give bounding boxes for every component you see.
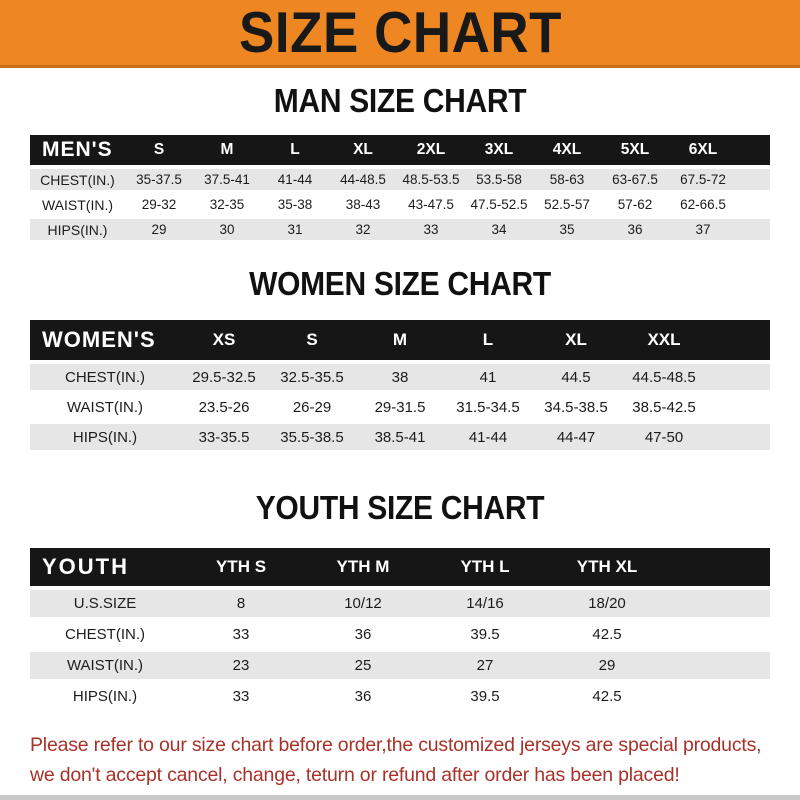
row-label: CHEST(IN.) (65, 626, 145, 643)
table-cell: 58-63 (549, 172, 585, 187)
table-cell: 35-38 (277, 197, 313, 212)
table-cell: 44-48.5 (340, 172, 386, 187)
row-label: CHEST(IN.) (65, 368, 145, 386)
table-cell: 53.5-58 (476, 172, 522, 187)
table-cell: 18/20 (588, 595, 626, 612)
women-size-col: XS (212, 330, 236, 349)
women-size-col: M (392, 330, 408, 349)
youth-size-col: YTH XL (576, 557, 638, 576)
women-waist-row (30, 394, 770, 420)
table-cell: 47.5-52.5 (470, 197, 528, 212)
men-size-col: XL (353, 141, 373, 158)
men-waist-row (30, 194, 770, 215)
table-cell: 23 (232, 657, 250, 674)
table-cell: 44-47 (556, 428, 596, 446)
table-cell: 44.5-48.5 (632, 368, 696, 386)
men-size-col: 3XL (484, 141, 514, 158)
table-cell: 33 (232, 688, 250, 705)
row-label: CHEST(IN.) (40, 171, 115, 188)
table-cell: 27 (476, 657, 494, 674)
row-label: HIPS(IN.) (72, 688, 138, 705)
women-size-col: S (306, 330, 318, 349)
table-cell: 63-67.5 (612, 172, 658, 187)
table-cell: 38-43 (345, 197, 381, 212)
table-cell: 32-35 (209, 197, 245, 212)
table-cell: 38.5-41 (374, 428, 426, 446)
table-cell: 44.5 (561, 368, 591, 386)
table-cell: 41 (479, 368, 497, 386)
men-size-col: M (220, 141, 234, 158)
table-cell: 29-32 (141, 197, 177, 212)
table-cell: 43-47.5 (408, 197, 454, 212)
banner (0, 0, 800, 68)
row-label: HIPS(IN.) (72, 428, 138, 446)
table-cell: 29 (598, 657, 616, 674)
disclaimer-note (0, 730, 800, 790)
table-cell: 31.5-34.5 (456, 398, 520, 416)
men-section-heading: MAN SIZE CHART (273, 83, 527, 120)
youth-corner-label: YOUTH (42, 554, 129, 579)
table-cell: 41-44 (277, 172, 313, 187)
women-size-col: XXL (647, 330, 681, 349)
table-cell: 38.5-42.5 (632, 398, 696, 416)
women-corner-label: WOMEN'S (42, 327, 156, 352)
table-cell: 29-31.5 (374, 398, 426, 416)
table-cell: 29 (151, 222, 167, 237)
men-size-col: 2XL (416, 141, 446, 158)
table-cell: 42.5 (592, 626, 622, 643)
table-cell: 23.5-26 (198, 398, 250, 416)
women-size-col: XL (565, 330, 587, 349)
men-size-col: L (290, 141, 300, 158)
youth-size-col: YTH L (460, 557, 510, 576)
row-label: WAIST(IN.) (66, 398, 144, 416)
table-cell: 41-44 (468, 428, 508, 446)
table-cell: 14/16 (466, 595, 504, 612)
row-label: HIPS(IN.) (47, 221, 108, 238)
table-cell: 48.5-53.5 (402, 172, 460, 187)
table-cell: 32 (355, 222, 371, 237)
men-size-col: S (153, 141, 165, 158)
row-label: U.S.SIZE (73, 595, 137, 612)
youth-table-header-row (30, 548, 770, 586)
youth-hips-row (30, 683, 770, 710)
youth-size-col: YTH M (336, 557, 390, 576)
table-cell: 33 (232, 626, 250, 643)
table-cell: 38 (391, 368, 409, 386)
table-cell: 57-62 (617, 197, 653, 212)
women-hips-row (30, 424, 770, 450)
table-cell: 37.5-41 (204, 172, 250, 187)
table-cell: 52.5-57 (544, 197, 590, 212)
disclaimer-line-2: we don't accept cancel, change, teturn or refund after order has been placed! (30, 764, 680, 786)
bottom-edge-strip (0, 795, 800, 800)
table-cell: 33 (423, 222, 439, 237)
table-cell: 30 (219, 222, 235, 237)
table-cell: 67.5-72 (680, 172, 726, 187)
men-size-table (30, 135, 770, 240)
table-cell: 36 (354, 688, 372, 705)
table-cell: 39.5 (470, 688, 500, 705)
men-chest-row (30, 169, 770, 190)
youth-size-col: YTH S (215, 557, 267, 576)
table-cell: 42.5 (592, 688, 622, 705)
men-table-header-row (30, 135, 770, 165)
youth-waist-row (30, 652, 770, 679)
women-size-table (30, 320, 770, 450)
table-cell: 62-66.5 (680, 197, 726, 212)
table-cell: 35-37.5 (136, 172, 182, 187)
youth-size-table (30, 548, 770, 710)
table-cell: 35 (559, 222, 575, 237)
youth-ussize-row (30, 590, 770, 617)
table-cell: 8 (236, 595, 246, 612)
men-hips-row (30, 219, 770, 240)
table-cell: 36 (627, 222, 643, 237)
men-corner-label: MEN'S (42, 138, 113, 161)
men-size-col: 5XL (620, 141, 650, 158)
row-label: WAIST(IN.) (66, 657, 144, 674)
table-cell: 33-35.5 (198, 428, 250, 446)
youth-chest-row (30, 621, 770, 648)
page-title: SIZE CHART (238, 0, 562, 65)
table-cell: 36 (354, 626, 372, 643)
table-cell: 31 (287, 222, 303, 237)
table-cell: 25 (354, 657, 372, 674)
table-cell: 32.5-35.5 (280, 368, 344, 386)
table-cell: 10/12 (344, 595, 382, 612)
youth-section-heading: YOUTH SIZE CHART (255, 490, 545, 527)
table-cell: 26-29 (292, 398, 332, 416)
table-cell: 37 (695, 222, 711, 237)
women-table-header-row (30, 320, 770, 360)
men-size-col: 6XL (688, 141, 718, 158)
women-section-heading: WOMEN SIZE CHART (249, 266, 551, 303)
table-cell: 35.5-38.5 (280, 428, 344, 446)
disclaimer-line-1: Please refer to our size chart before order,the customized jerseys are special products, (30, 734, 762, 756)
men-size-col: 4XL (552, 141, 582, 158)
table-cell: 29.5-32.5 (192, 368, 256, 386)
row-label: WAIST(IN.) (41, 196, 114, 213)
women-size-col: L (482, 330, 494, 349)
table-cell: 47-50 (644, 428, 684, 446)
table-cell: 34.5-38.5 (544, 398, 608, 416)
table-cell: 34 (491, 222, 507, 237)
women-chest-row (30, 364, 770, 390)
table-cell: 39.5 (470, 626, 500, 643)
